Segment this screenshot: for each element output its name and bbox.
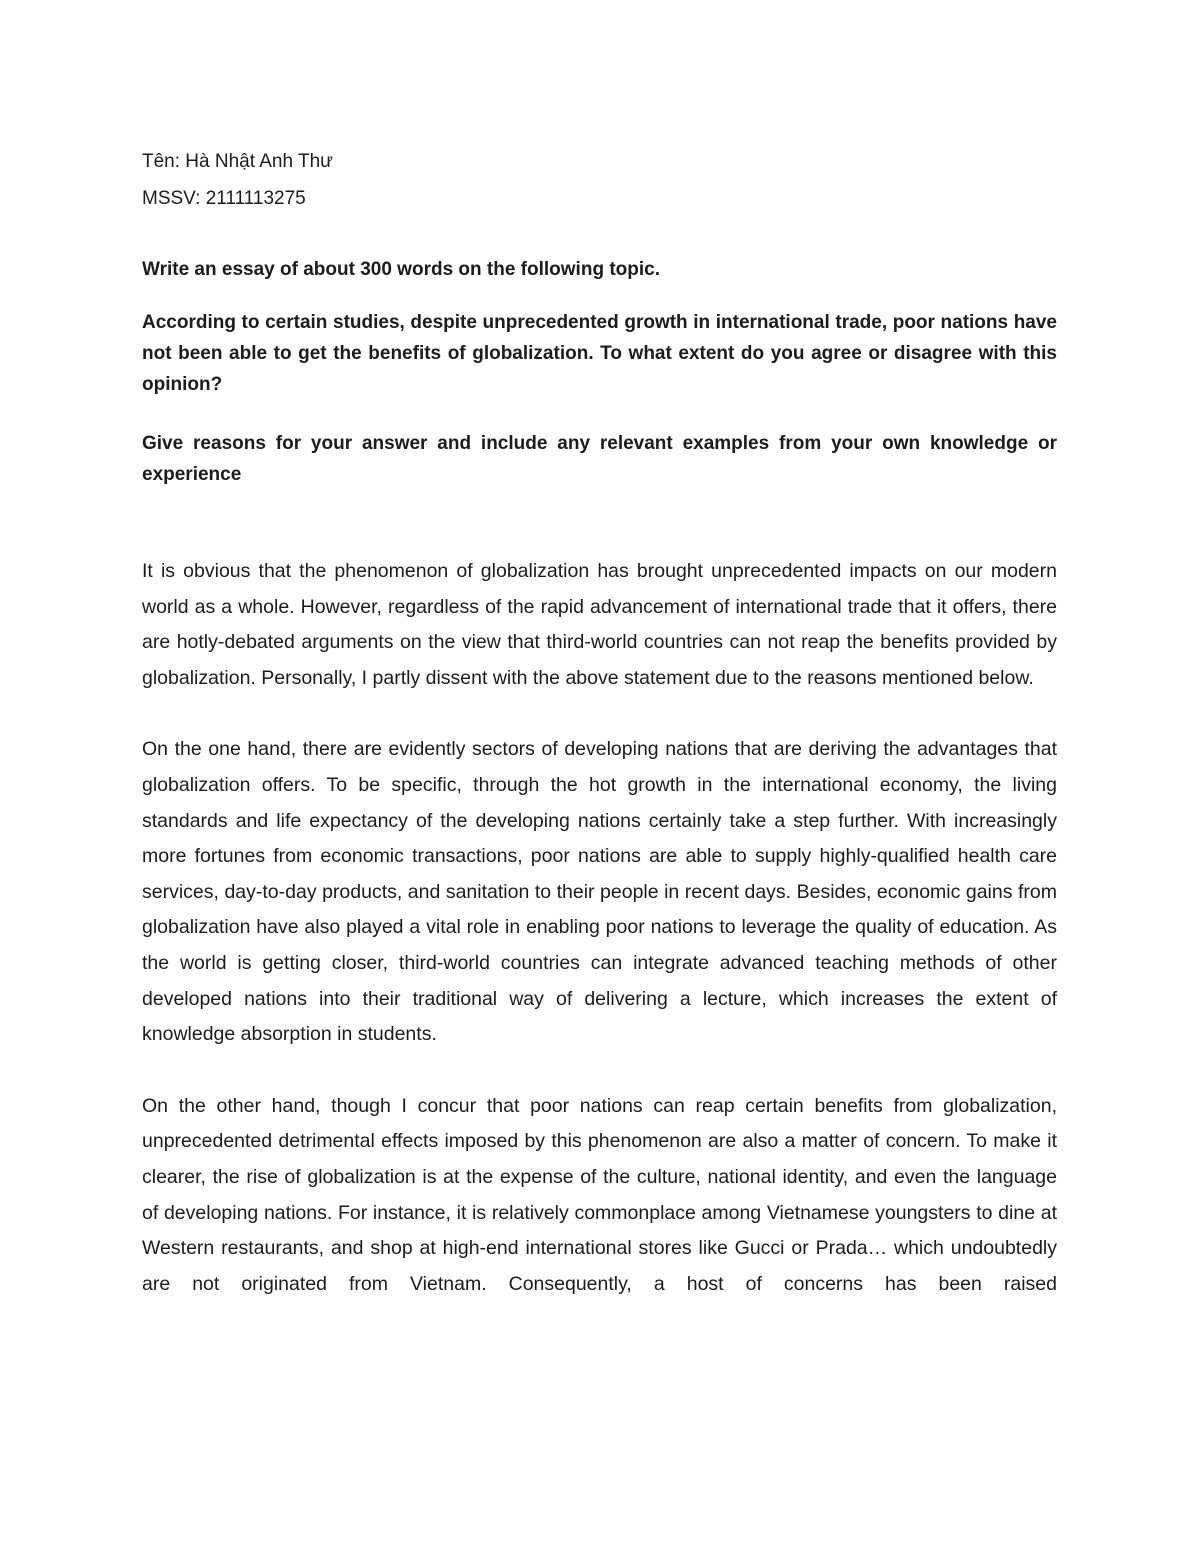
essay-paragraph-2: On the one hand, there are evidently sectors of developing nations that are deriving the advantages that globalization offers. To be specific, through the hot growth in the international economy, the living standards and life expectancy of the developing nations certainly take a step further. With increasingly more fortunes from economic transactions, poor nations are able to supply highly-qualified health care services, day-to-day products, and sanitation to their people in recent days. Besides, economic gains from globalization have also played a vital role in enabling poor nations to leverage the quality of education. As the world is getting closer, third-world countries can integrate advanced teaching methods of other developed nations into their traditional way of delivering a lecture, which increases the extent of knowledge absorption in students. — [142, 738, 1057, 1046]
essay-paragraph-1: It is obvious that the phenomenon of globalization has brought unprecedented impacts on our modern world as a whole. However, regardless of the rapid advancement of international trade that it offers, there are hotly-debated arguments on the view that third-world countries can not reap the benefits provided by globalization. Personally, I partly dissent with the above statement due to the reasons mentioned below. — [142, 560, 1057, 689]
essay-instruction: Write an essay of about 300 words on the following topic. — [142, 259, 660, 280]
document-content — [142, 143, 1057, 1302]
essay-topic: According to certain studies, despite unprecedented growth in international trade, poor nations have not been able to get the benefits of globalization. To what extent do you agree or disagree with this opinion? — [142, 312, 1057, 395]
student-id-line: MSSV: 2111113275 — [142, 188, 306, 209]
essay-paragraph-3: On the other hand, though I concur that poor nations can reap certain benefits from globalization, unprecedented detrimental effects imposed by this phenomenon are also a matter of concern. To make it clearer, the rise of globalization is at the expense of the culture, national identity, and even the language of developing nations. For instance, it is relatively commonplace among Vietnamese youngsters to dine at Western restaurants, and shop at high-end international stores like Gucci or Prada… which undoubtedly are not originated from Vietnam. Consequently, a host of concerns has been raised — [142, 1094, 1057, 1295]
student-name-line: Tên: Hà Nhật Anh Thư — [142, 151, 333, 172]
essay-guidance: Give reasons for your answer and include any relevant examples from your own knowledge or experience — [142, 433, 1057, 485]
